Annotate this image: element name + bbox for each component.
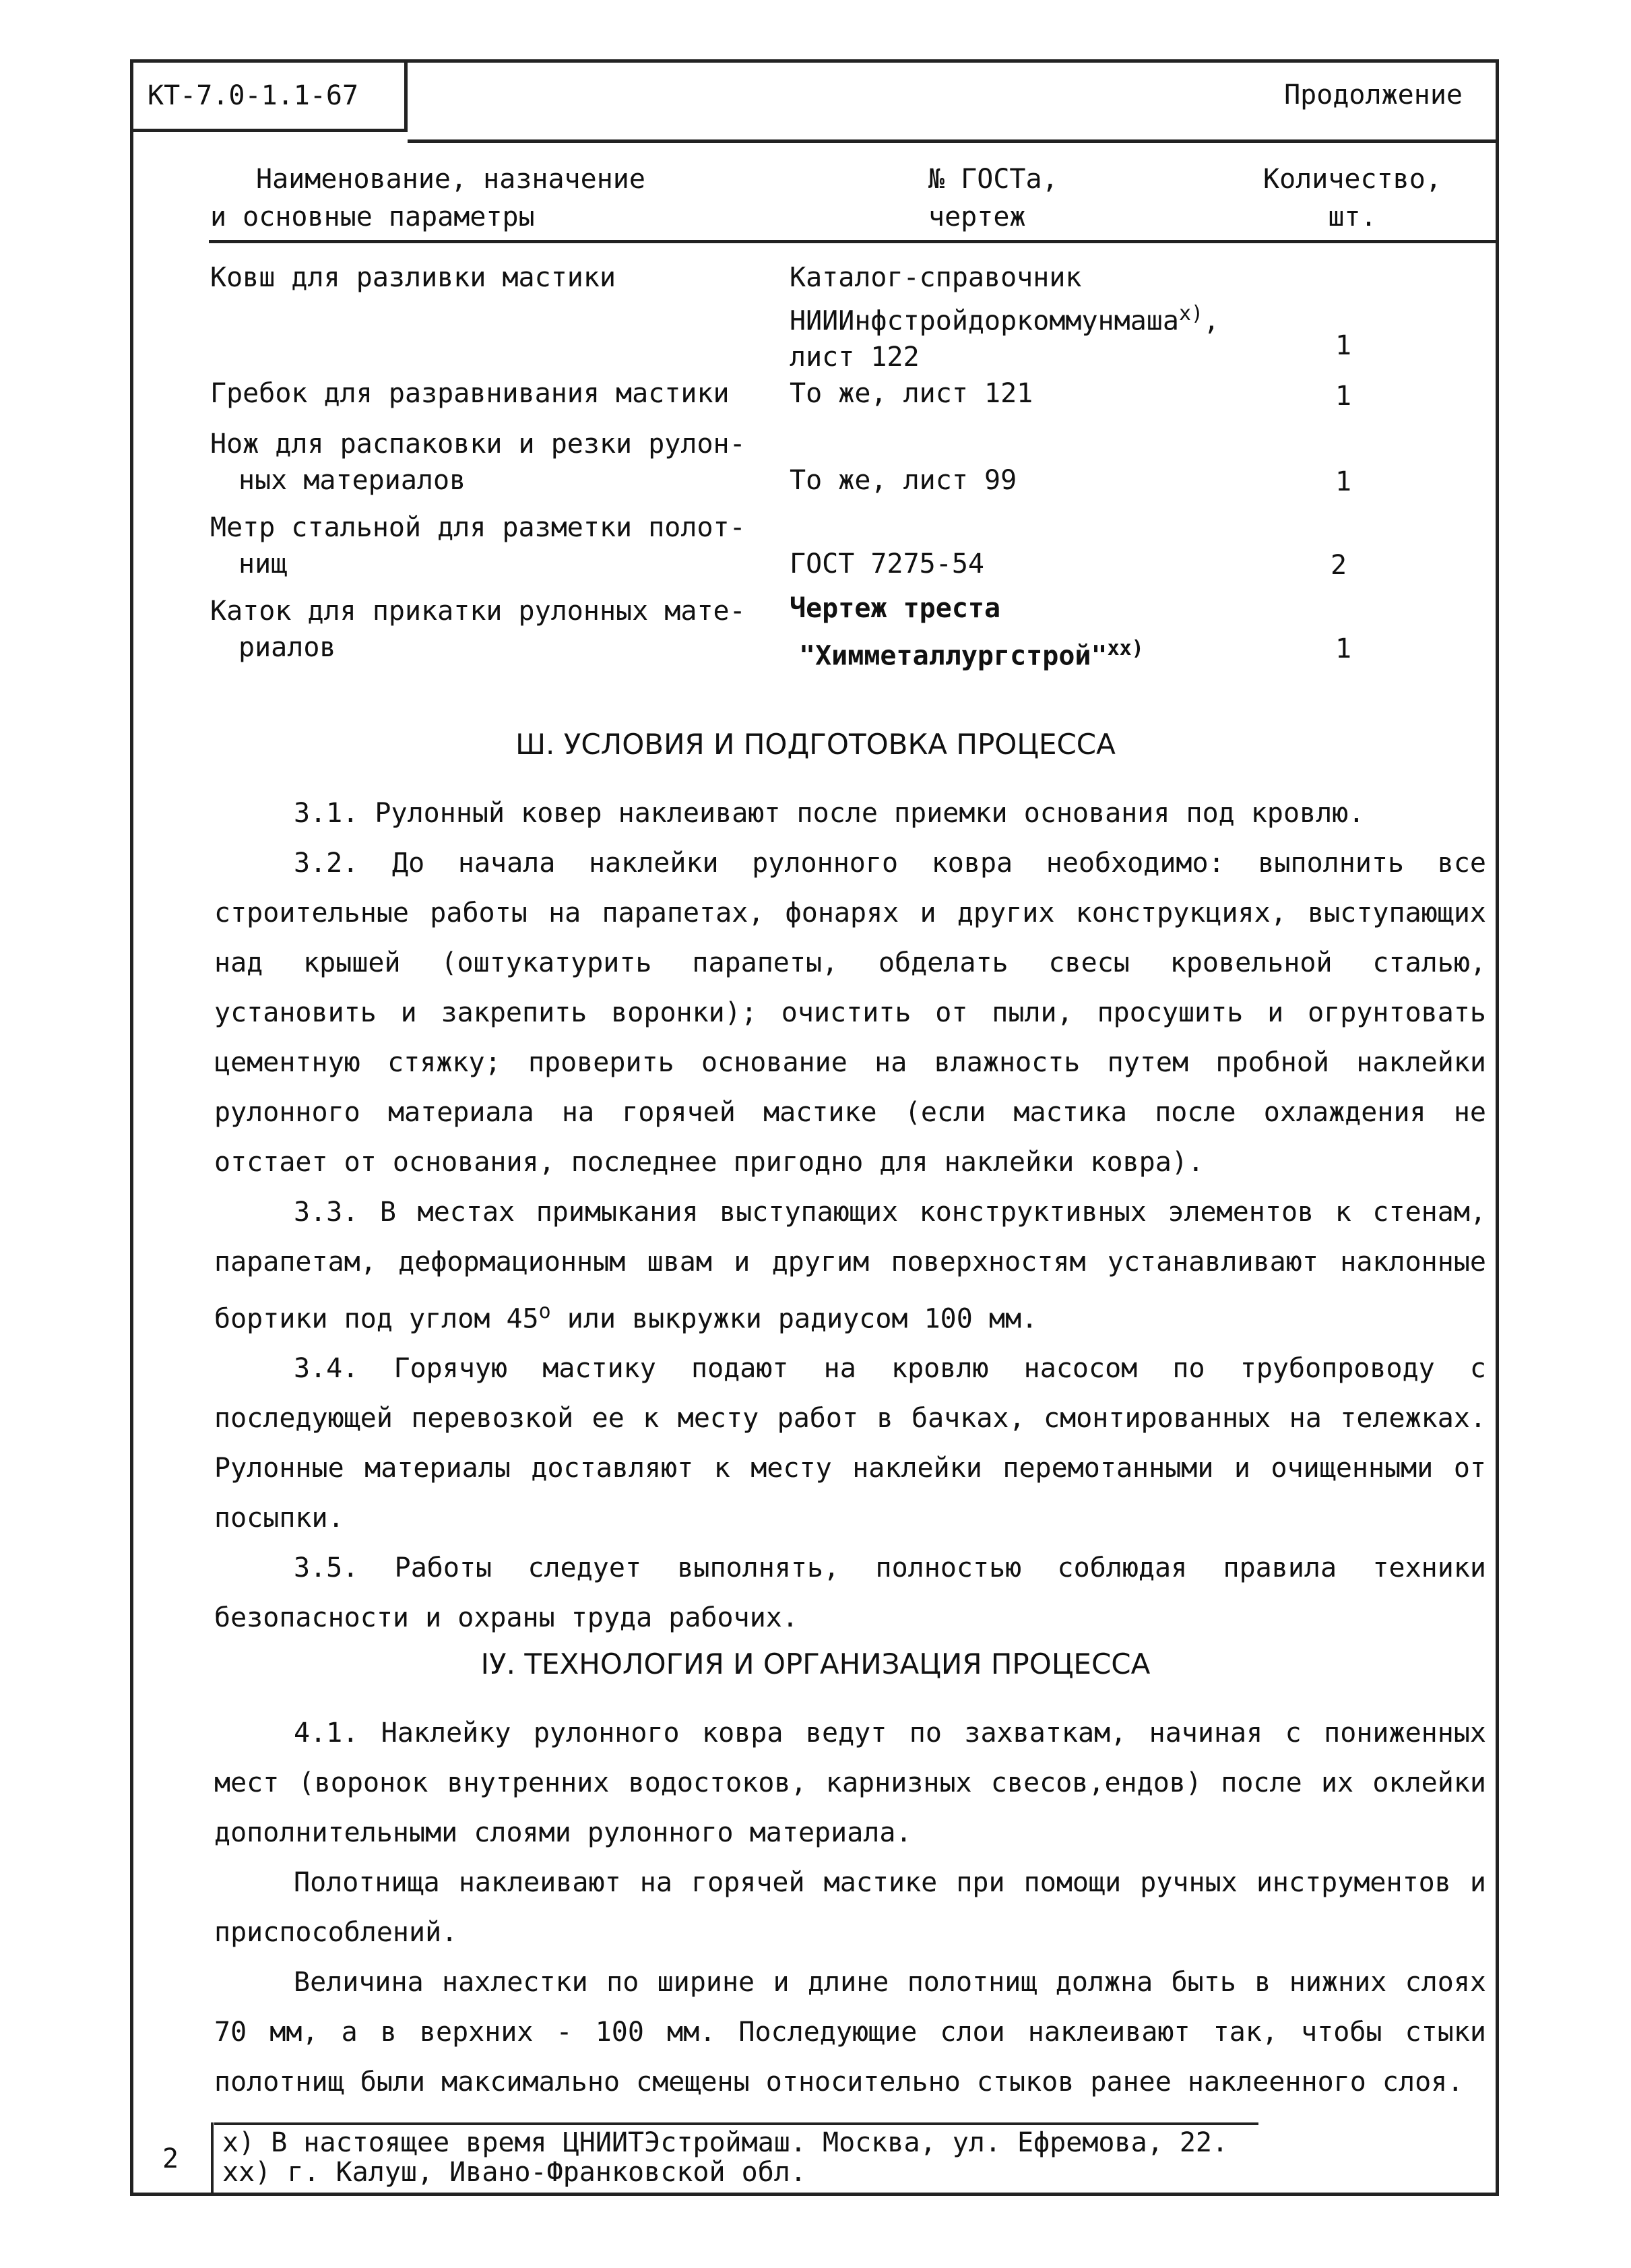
paragraph-4-3: Величина нахлестки по ширине и длине полотнищ должна быть в нижних слоях 70 мм, а в верхних - 100 мм. Последующие слои наклеивают так, чтобы стыки полотнищ были максимально смещены относительно стыков ранее наклеенного слоя. — [214, 1967, 1486, 2098]
section-3-title: Ш. УСЛОВИЯ И ПОДГОТОВКА ПРОЦЕССА — [515, 728, 1116, 761]
page-number: 2 — [130, 2122, 214, 2196]
footnote-rule — [214, 2122, 1258, 2125]
footnote-2: xx) г. Калуш, Ивано-Франковской обл. — [222, 2157, 806, 2188]
table-row-4-name: Метр стальной для разметки полот- нищ — [210, 512, 746, 579]
section-3-body — [214, 788, 1486, 1643]
paragraph-3-4: 3.4. Горячую мастику подают на кровлю насосом по трубопроводу с последующей перевозкой ее к месту работ в бачках, смонтированных на тележках. Рулонные материалы доставляют к месту наклейки перемотанными и очищенными от посыпки. — [214, 1353, 1486, 1534]
paragraph-3-1: 3.1. Рулонный ковер наклеивают после приемки основания под кровлю. — [294, 798, 1365, 829]
section-4-body — [214, 1708, 1486, 2107]
table-row-1-name: Ковш для разливки мастики — [210, 262, 616, 293]
paragraph-4-2: Полотнища наклеивают на горячей мастике при помощи ручных инструментов и приспособлений. — [214, 1867, 1486, 1948]
table-row-2-name: Гребок для разравнивания мастики — [210, 378, 730, 409]
table-header-rule — [209, 240, 1499, 243]
table-row-3-ref: То же, лист 99 — [790, 465, 1017, 496]
paragraph-4-1: 4.1. Наклейку рулонного ковра ведут по захваткам, начиная с пониженных мест (воронок внутренних водостоков, карнизных свесов,ендов) после их оклейки дополнительными слоями рулонного материала. — [214, 1718, 1486, 1848]
table-row-5-qty: 1 — [1335, 633, 1352, 664]
paragraph-3-5: 3.5. Работы следует выполнять, полностью соблюдая правила техники безопасности и охраны труда рабочих. — [214, 1552, 1486, 1634]
table-row-4-ref: ГОСТ 7275-54 — [790, 548, 984, 579]
table-row-5-name: Каток для прикатки рулонных мате- риалов — [210, 596, 746, 663]
col-header-name: Наименование, назначение и основные параметры — [210, 164, 645, 232]
table-row-1-qty: 1 — [1335, 330, 1352, 361]
section-4-title: IУ. ТЕХНОЛОГИЯ И ОРГАНИЗАЦИЯ ПРОЦЕССА — [480, 1647, 1151, 1680]
table-row-4-qty: 2 — [1331, 550, 1347, 581]
table-row-2-qty: 1 — [1335, 381, 1352, 412]
document-code: КТ-7.0-1.1-67 — [130, 59, 408, 132]
footnote-1: x) В настоящее время ЦНИИТЭстроймаш. Москва, ул. Ефремова, 22. — [222, 2127, 1229, 2158]
table-row-3-name: Нож для распаковки и резки рулон- ных материалов — [210, 429, 746, 496]
table-row-1-ref: Каталог-справочник НИИИнфстройдоркоммунмаша$^{x)}$, лист 122 — [790, 262, 1220, 373]
paragraph-3-3: 3.3. В местах примыкания выступающих конструктивных элементов к стенам, парапетам, деформационным швам и другим поверхностям устанавливают наклонные бортики под углом $45^о$ или выкружки радиусом 100 мм. — [214, 1197, 1486, 1335]
col-header-qty: Количество, шт. — [1263, 164, 1442, 232]
col-header-gost: № ГОСТа, чертеж — [928, 164, 1058, 232]
table-row-2-ref: То же, лист 121 — [790, 378, 1033, 409]
table-row-3-qty: 1 — [1335, 466, 1352, 497]
table-row-5-ref: Чертеж треста "Химметаллургстрой"$^{xx)}$ — [790, 593, 1144, 672]
paragraph-3-2: 3.2. До начала наклейки рулонного ковра необходимо: выполнить все строительные работы на парапетах, фонарях и других конструкциях, выступающих над крышей (оштукатурить парапеты, обделать свесы кровельной сталью, установить и закрепить воронки); очистить от пыли, просушить и огрунтовать цементную стяжку; проверить основание на влажность путем пробной наклейки рулонного материала на горячей мастике (если мастика после охлаждения не отстает от основания, последнее пригодно для наклейки ковра). — [214, 848, 1486, 1178]
continuation-label: Продолжение — [1284, 80, 1463, 111]
